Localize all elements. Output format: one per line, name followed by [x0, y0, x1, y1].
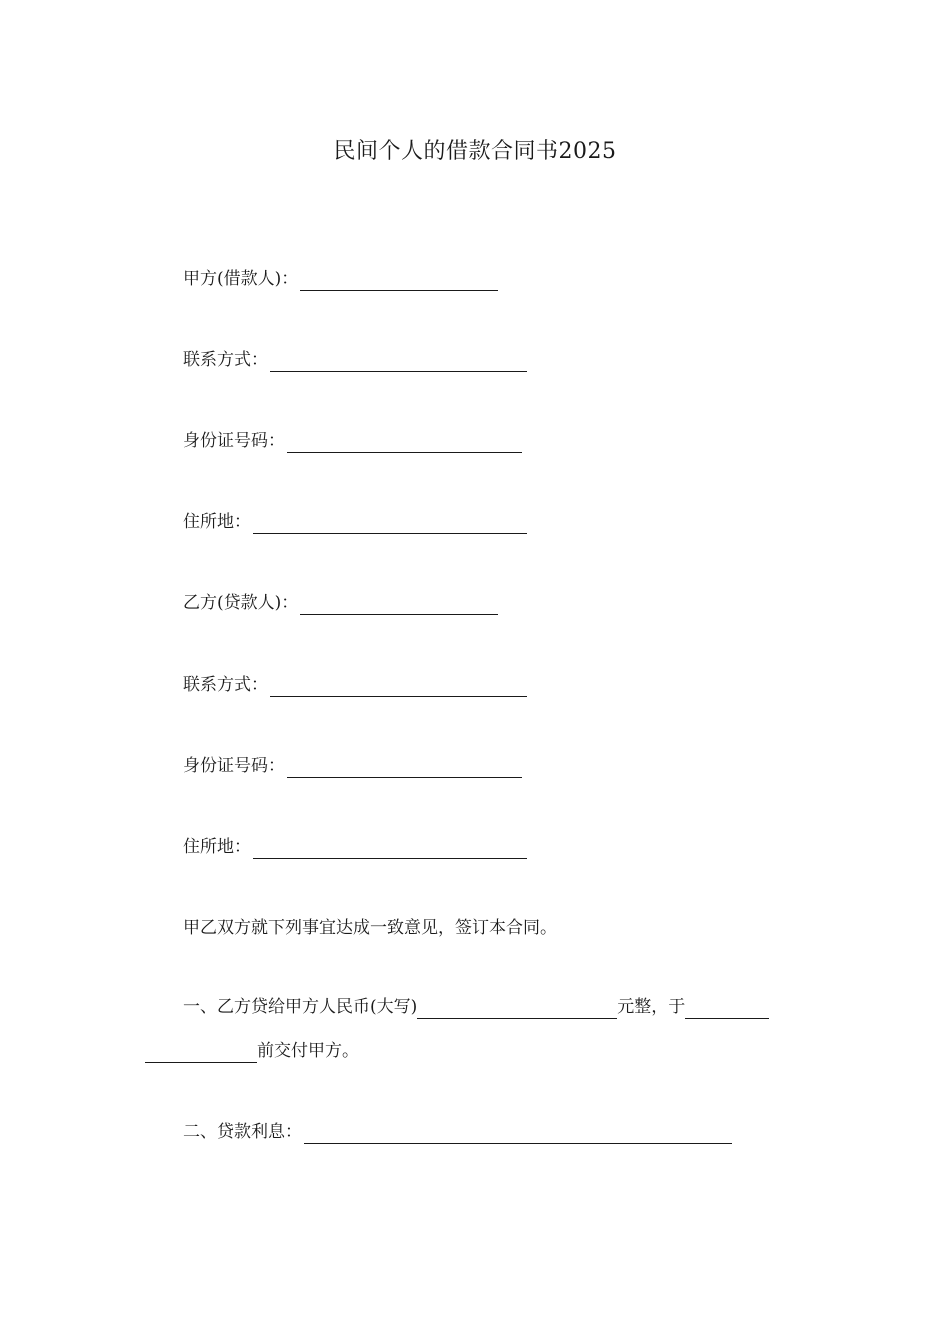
- party-a-label: 甲方(借款人)：: [183, 269, 299, 289]
- party-a-name-row: [183, 267, 498, 291]
- party-b-address-blank: [253, 839, 527, 859]
- party-a-id-label: 身份证号码：: [183, 431, 285, 451]
- party-b-address-row: [183, 835, 527, 859]
- party-a-contact-blank: [270, 352, 527, 372]
- party-b-id-label: 身份证号码：: [183, 756, 285, 776]
- clause-2-label: 二、贷款利息：: [183, 1122, 302, 1142]
- amount-blank: [417, 999, 617, 1019]
- party-b-contact-label: 联系方式：: [183, 675, 268, 695]
- party-b-name-blank: [300, 595, 498, 615]
- party-a-address-row: [183, 510, 527, 534]
- party-a-name-blank: [300, 271, 498, 291]
- party-a-address-blank: [253, 514, 527, 534]
- party-b-id-row: [183, 754, 522, 778]
- clause-1-line-2: [145, 1039, 359, 1063]
- agreement-statement: 甲乙双方就下列事宜达成一致意见，签订本合同。: [183, 918, 557, 938]
- clause-2-line: [183, 1120, 732, 1144]
- party-b-contact-blank: [270, 677, 527, 697]
- party-b-address-label: 住所地：: [183, 837, 251, 857]
- party-b-name-row: [183, 591, 498, 615]
- clause-1-part-2: 元整，于: [617, 997, 686, 1017]
- party-a-contact-label: 联系方式：: [183, 350, 268, 370]
- clause-1-part-1: 一、乙方贷给甲方人民币(大写): [183, 997, 418, 1017]
- party-b-id-blank: [287, 758, 522, 778]
- clause-1-line-1: [183, 995, 769, 1019]
- date-blank-1: [685, 999, 769, 1019]
- party-a-contact-row: [183, 348, 527, 372]
- interest-blank: [304, 1124, 732, 1144]
- clause-1-part-3: 前交付甲方。: [257, 1041, 359, 1061]
- party-a-address-label: 住所地：: [183, 512, 251, 532]
- document-title: 民间个人的借款合同书2025: [333, 139, 617, 164]
- date-blank-2: [145, 1043, 257, 1063]
- party-a-id-blank: [287, 433, 522, 453]
- party-b-label: 乙方(贷款人)：: [183, 593, 299, 613]
- party-b-contact-row: [183, 673, 527, 697]
- party-a-id-row: [183, 429, 522, 453]
